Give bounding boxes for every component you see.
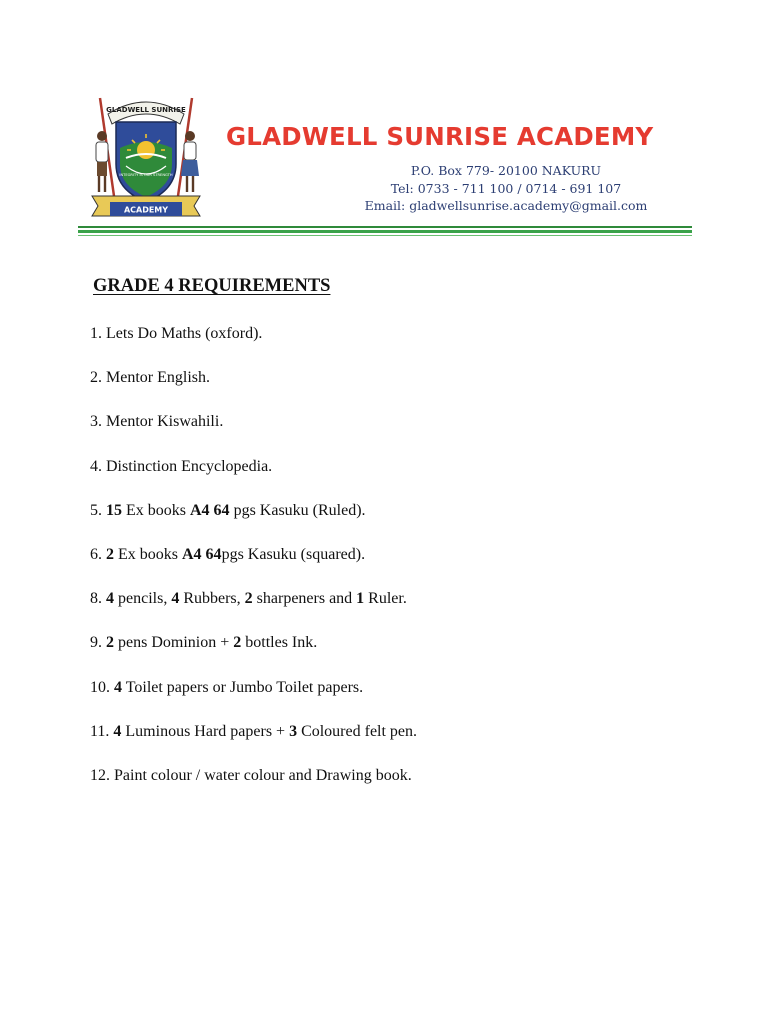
list-item (90, 322, 690, 366)
list-item (90, 366, 690, 410)
list-item-text: bottles Ink. (241, 634, 318, 652)
list-item-text: Coloured felt pen. (297, 722, 418, 740)
list-item-bold-text: 3 (289, 722, 298, 740)
list-item-bold-text: A4 64 (190, 501, 230, 519)
list-item-text: sharpeners and (252, 590, 357, 608)
list-item-number: 11. (90, 722, 110, 740)
list-item (90, 676, 690, 720)
letterhead (78, 92, 692, 238)
list-item-number: 3. (90, 413, 102, 431)
list-item-text: Luminous Hard papers + (121, 722, 290, 740)
document-heading: GRADE 4 REQUIREMENTS (93, 276, 331, 296)
list-item-bold-text: 2 (233, 634, 242, 652)
list-item-bold-text: A4 64 (182, 545, 222, 563)
list-item-text: Distinction Encyclopedia. (102, 457, 273, 475)
logo-banner-text: ACADEMY (123, 205, 169, 215)
list-item-text: Mentor English. (102, 369, 210, 387)
list-item-bold-text: 15 (106, 501, 122, 519)
email-line: Email: gladwellsunrise.academy@gmail.com (364, 198, 648, 213)
logo-motto: INTEGRITY IS OUR STRENGTH (119, 173, 173, 177)
list-item-bold-text: 2 (106, 545, 114, 563)
list-item-text: Ex books (122, 501, 190, 519)
list-item-text: Ex books (114, 545, 182, 563)
letterhead-divider (78, 226, 692, 238)
list-item (90, 631, 690, 675)
list-item-bold-text: 4 (171, 590, 180, 608)
list-item-text: pgs Kasuku (squared). (221, 545, 366, 563)
list-item (90, 543, 690, 587)
list-item-text: Rubbers, (179, 590, 245, 608)
list-item-number: 12. (90, 766, 110, 784)
school-crest-logo (82, 92, 210, 220)
list-item (90, 764, 690, 808)
list-item-number: 5. (90, 501, 102, 519)
list-item-text: pgs Kasuku (Ruled). (229, 501, 366, 519)
logo-top-text: GLADWELL SUNRISE (106, 106, 186, 114)
list-item-text: Lets Do Maths (oxford). (102, 325, 263, 342)
po-box-line: P.O. Box 779- 20100 NAKURU (410, 163, 602, 178)
list-item-number: 4. (90, 457, 102, 475)
list-item-number: 6. (90, 545, 102, 563)
list-item (90, 455, 690, 499)
list-item-number: 1. (90, 325, 102, 342)
list-item-text: pencils, (114, 590, 172, 608)
list-item (90, 410, 690, 454)
contact-block (320, 162, 692, 215)
list-item-text: pens Dominion + (114, 634, 234, 652)
list-item-number: 9. (90, 634, 102, 652)
requirements-list (90, 322, 690, 808)
list-item-bold-text: 2 (244, 590, 253, 608)
school-name: GLADWELL SUNRISE ACADEMY (226, 122, 654, 151)
list-item (90, 499, 690, 543)
list-item-number: 2. (90, 369, 102, 387)
list-item-text: Toilet papers or Jumbo Toilet papers. (122, 678, 364, 696)
list-item-text: Ruler. (364, 590, 407, 608)
list-item-bold-text: 1 (356, 590, 365, 608)
list-item-text: Paint colour / water colour and Drawing book. (110, 766, 412, 784)
list-item-number: 10. (90, 678, 110, 696)
list-item-bold-text: 4 (113, 722, 122, 740)
list-item-bold-text: 4 (114, 678, 122, 696)
list-item-text: Mentor Kiswahili. (102, 413, 224, 431)
list-item (90, 587, 690, 631)
list-item-bold-text: 2 (106, 634, 114, 652)
telephone-line: Tel: 0733 - 711 100 / 0714 - 691 107 (390, 180, 622, 196)
list-item-bold-text: 4 (106, 590, 114, 608)
list-item (90, 720, 690, 764)
list-item-number: 8. (90, 590, 102, 608)
